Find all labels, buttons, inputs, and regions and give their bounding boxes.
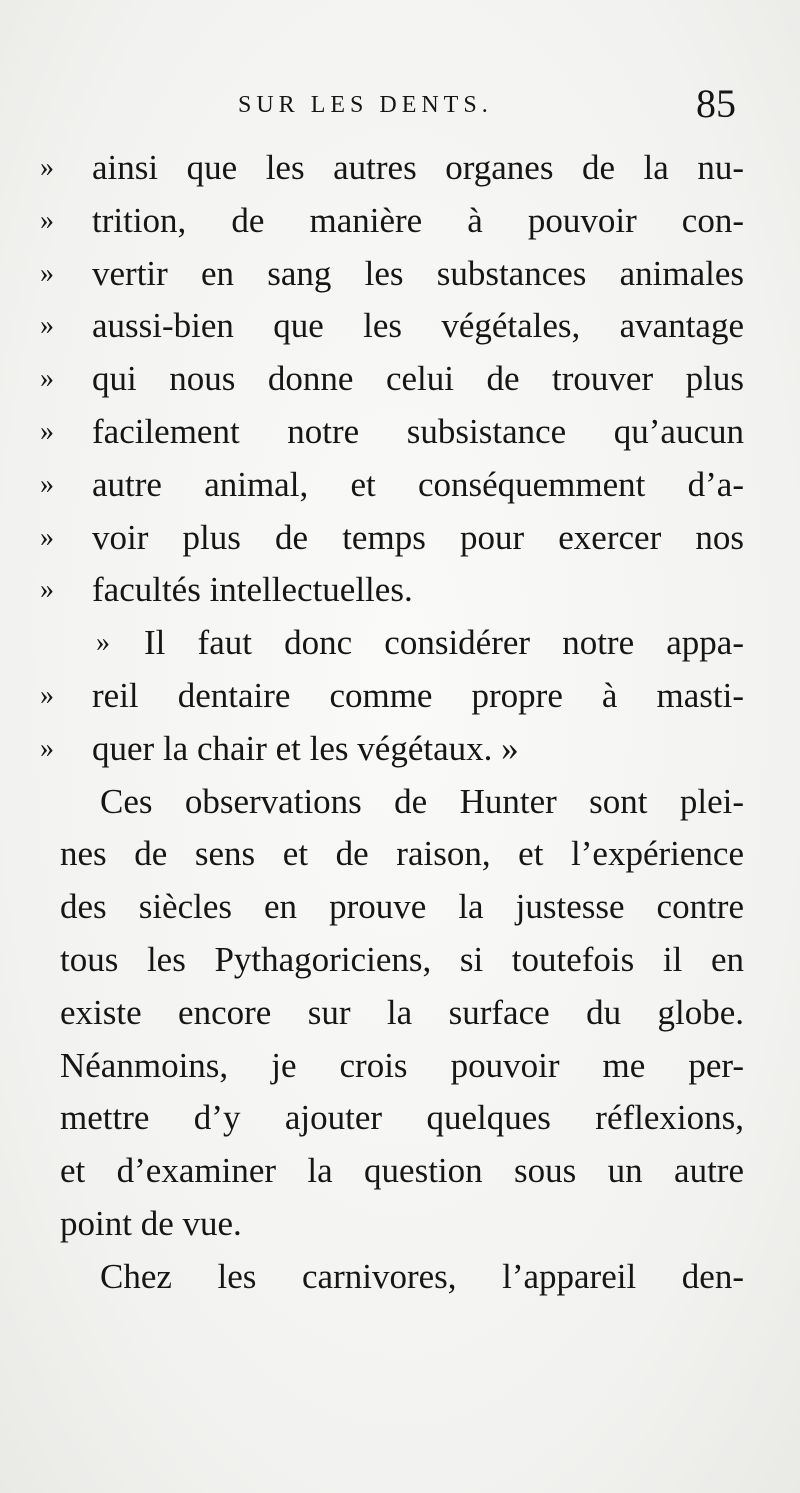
text-line: [0, 564, 800, 617]
line-text: mettre d’y ajouter quelques réflexions,: [60, 1098, 744, 1138]
line-text: facultés intellectuelles.: [92, 570, 413, 610]
text-line: [0, 1145, 800, 1198]
line-text: existe encore sur la surface du globe.: [60, 992, 744, 1032]
text-line: [0, 670, 800, 723]
text-line: [0, 828, 800, 881]
line-text: Néanmoins, je crois pouvoir me per-: [60, 1045, 744, 1085]
text-line: [0, 142, 800, 195]
line-text: Chez les carnivores, l’appareil den-: [100, 1256, 744, 1296]
line-text: reil dentaire comme propre à masti-: [92, 675, 744, 715]
text-line: [0, 776, 800, 829]
quote-mark: »: [40, 152, 54, 183]
line-text: nes de sens et de raison, et l’expérience: [60, 834, 744, 874]
text-line: [0, 617, 800, 670]
line-text: facilement notre subsistance qu’aucun: [92, 411, 744, 451]
text-line: [0, 723, 800, 776]
quote-mark: »: [40, 679, 54, 711]
text-line: [0, 881, 800, 934]
body-text: [0, 142, 800, 1304]
text-line: [0, 248, 800, 301]
text-line: [0, 459, 800, 512]
line-text: des siècles en prouve la justesse contre: [60, 887, 744, 927]
text-line: [0, 1251, 800, 1304]
text-line: [0, 512, 800, 565]
line-text: voir plus de temps pour exercer nos: [92, 517, 744, 557]
text-line: [0, 1092, 800, 1145]
text-line: [0, 300, 800, 353]
line-text: et d’examiner la question sous un autre: [60, 1151, 744, 1191]
running-head: [0, 81, 800, 126]
quote-mark: »: [40, 468, 54, 500]
running-head-title: SUR LES DENTS.: [238, 92, 493, 118]
line-text: Ces observations de Hunter sont plei-: [100, 781, 744, 821]
quote-mark: »: [40, 574, 54, 606]
quote-mark: »: [40, 310, 54, 342]
line-text: vertir en sang les substances animales: [92, 253, 744, 293]
text-line: [0, 934, 800, 987]
quote-mark: »: [40, 363, 54, 395]
text-line: [0, 1040, 800, 1093]
quote-mark: »: [40, 521, 54, 553]
line-text: point de vue.: [60, 1203, 242, 1243]
quote-mark: »: [96, 627, 110, 659]
line-text: aussi-bien que les végétales, avantage: [92, 306, 744, 346]
text-line: [0, 353, 800, 406]
line-text: Il faut donc considérer notre appa-: [144, 623, 744, 663]
line-text: ainsi que les autres organes de la nu-: [92, 148, 744, 187]
line-text: tous les Pythagoriciens, si toutefois il en: [60, 939, 744, 979]
quote-mark: »: [40, 257, 54, 289]
quote-mark: »: [40, 415, 54, 447]
line-text: qui nous donne celui de trouver plus: [92, 359, 744, 399]
line-text: autre animal, et conséquemment d’a-: [92, 464, 744, 504]
text-line: [0, 406, 800, 459]
line-text: trition, de manière à pouvoir con-: [92, 200, 744, 240]
quote-mark: »: [40, 204, 54, 236]
text-line: [0, 987, 800, 1040]
page-number: 85: [696, 81, 736, 126]
text-line: [0, 1198, 800, 1251]
line-text: quer la chair et les végétaux. »: [92, 728, 519, 768]
text-line: [0, 195, 800, 248]
quote-mark: »: [40, 732, 54, 764]
